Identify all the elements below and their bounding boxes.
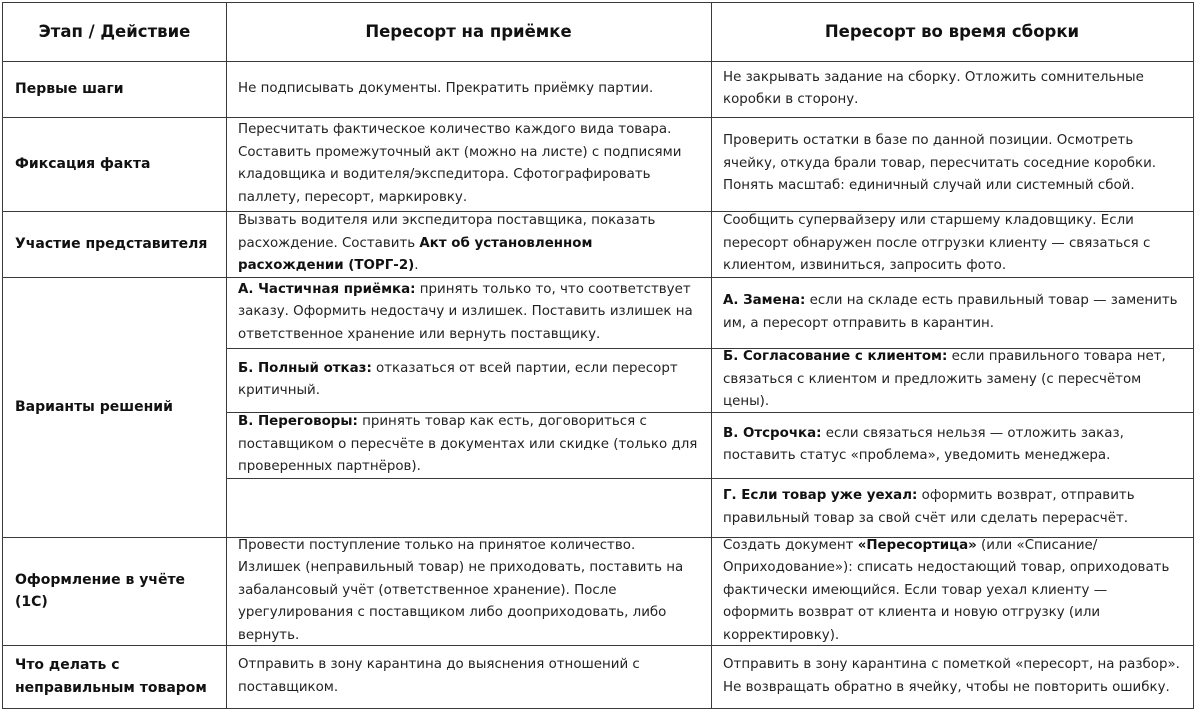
receiving-option-c: [226, 412, 711, 478]
assembly-option-d: [711, 478, 1193, 537]
document-name-emphasis: «Пересортица»: [857, 537, 977, 553]
cell-text: Проверить остатки в базе по данной позиции. Осмотреть ячейку, откуда брали товар, пересчитать соседние коробки. Понять масштаб: единичный случай или системный сбой.: [723, 133, 1157, 194]
stage-first-steps: [3, 61, 226, 117]
cell-text: [238, 210, 699, 278]
option-label: А. Замена:: [723, 293, 806, 308]
stage-label: Что делать с неправильным товаром: [15, 657, 207, 696]
stage-fact-fixation: [3, 117, 226, 211]
option-text: [723, 423, 1181, 468]
option-body: принять только то, что соответствует заказу. Оформить недостачу и излишек. Поставить излишек на ответственное хранение или вернуть поставщику.: [238, 281, 693, 342]
cell-text: Сообщить супервайзеру или старшему кладовщику. Если пересорт обнаружен после отгрузки клиенту — связаться с клиентом, извиниться, запросить фото.: [723, 213, 1151, 274]
cell-text: Не закрывать задание на сборку. Отложить сомнительные коробки в сторону.: [723, 69, 1144, 107]
option-text: [238, 411, 699, 479]
stage-label: Участие представителя: [15, 235, 208, 252]
stage-label: Варианты решений: [15, 398, 173, 415]
stage-representative: [3, 211, 226, 277]
assembly-wrong-goods: [711, 645, 1193, 708]
cell-text: Пересчитать фактическое количество каждого вида товара. Составить промежуточный акт (можно на листе) с подписями кладовщика и водителя/экспедитора. Сфотографировать паллету, пересорт, маркировку.: [238, 122, 682, 205]
assembly-option-b: [711, 348, 1193, 412]
comparison-table: [2, 2, 1194, 709]
receiving-representative: [226, 211, 711, 277]
option-label: Б. Согласование с клиентом:: [723, 349, 948, 365]
cell-text: [723, 535, 1181, 648]
text-run: .: [414, 258, 419, 274]
header-assembly-label: Пересорт во время сборки: [824, 21, 1080, 41]
header-stage: [3, 3, 226, 61]
option-text: [238, 358, 699, 403]
assembly-first-steps: [711, 61, 1193, 117]
cell-text: Отправить в зону карантина до выяснения отношений с поставщиком.: [238, 657, 640, 695]
text-run: (или «Списание/Оприходование»): списать недостающий товар, оприходовать фактически имеющийся. Если товар уехал клиенту — оформить возврат от клиента и новую отгрузку (или корректировку).: [723, 537, 1170, 643]
option-body: оформить возврат, отправить правильный товар за свой счёт или сделать перерасчёт.: [723, 488, 1135, 526]
text-run: Создать документ: [723, 537, 858, 553]
cell-text: Провести поступление только на принятое количество. Излишек (неправильный товар) не приходовать, поставить на забалансовый учёт (ответственное хранение). После урегулирования с поставщиком либо дооприходовать, либо вернуть.: [238, 537, 684, 643]
assembly-option-c: [711, 412, 1193, 478]
receiving-option-a: [226, 277, 711, 348]
header-receiving-label: Пересорт на приёмке: [365, 21, 572, 41]
option-body: если на складе есть правильный товар — заменить им, а пересорт отправить в карантин.: [723, 293, 1178, 331]
cell-text: Не подписывать документы. Прекратить приёмку партии.: [238, 80, 654, 96]
stage-solution-options: [3, 277, 226, 537]
assembly-accounting: [711, 537, 1193, 645]
stage-accounting: [3, 537, 226, 645]
stage-wrong-goods: [3, 645, 226, 708]
assembly-fact-fixation: [711, 117, 1193, 211]
option-text: [238, 279, 699, 347]
assembly-option-a: [711, 277, 1193, 348]
receiving-fact-fixation: [226, 117, 711, 211]
option-body: если связаться нельзя — отложить заказ, поставить статус «проблема», уведомить менеджера.: [723, 425, 1124, 463]
stage-label: Оформление в учёте (1С): [15, 571, 186, 610]
option-body: принять товар как есть, договориться с поставщиком о пересчёте в документах или скидке (только для проверенных партнёров).: [238, 414, 698, 475]
receiving-first-steps: [226, 61, 711, 117]
header-stage-label: Этап / Действие: [38, 21, 191, 41]
option-label: А. Частичная приёмка:: [238, 281, 416, 297]
header-assembly: [711, 3, 1193, 61]
option-label: В. Переговоры:: [238, 414, 358, 430]
option-text: [723, 290, 1181, 335]
receiving-option-b: [226, 348, 711, 412]
cell-text: Отправить в зону карантина с пометкой «пересорт, на разбор». Не возвращать обратно в ячейку, чтобы не повторить ошибку.: [723, 657, 1180, 695]
option-label: Б. Полный отказ:: [238, 360, 372, 376]
option-label: В. Отсрочка:: [723, 425, 822, 441]
stage-label: Первые шаги: [15, 80, 124, 97]
torg2-act-emphasis: Акт об установленном расхождении (ТОРГ-2): [238, 235, 593, 274]
receiving-option-empty: [226, 478, 711, 537]
option-text: [723, 346, 1181, 414]
option-text: [723, 485, 1181, 530]
option-body: отказаться от всей партии, если пересорт критичный.: [238, 360, 678, 398]
text-run: Вызвать водителя или экспедитора поставщика, показать расхождение. Составить: [238, 213, 656, 251]
header-receiving: [226, 3, 711, 61]
option-body: если правильного товара нет, связаться с клиентом и предложить замену (с пересчётом цены).: [723, 349, 1166, 410]
stage-label: Фиксация факта: [15, 155, 151, 172]
option-label: Г. Если товар уже уехал:: [723, 488, 918, 503]
receiving-accounting: [226, 537, 711, 645]
receiving-wrong-goods: [226, 645, 711, 708]
assembly-representative: [711, 211, 1193, 277]
